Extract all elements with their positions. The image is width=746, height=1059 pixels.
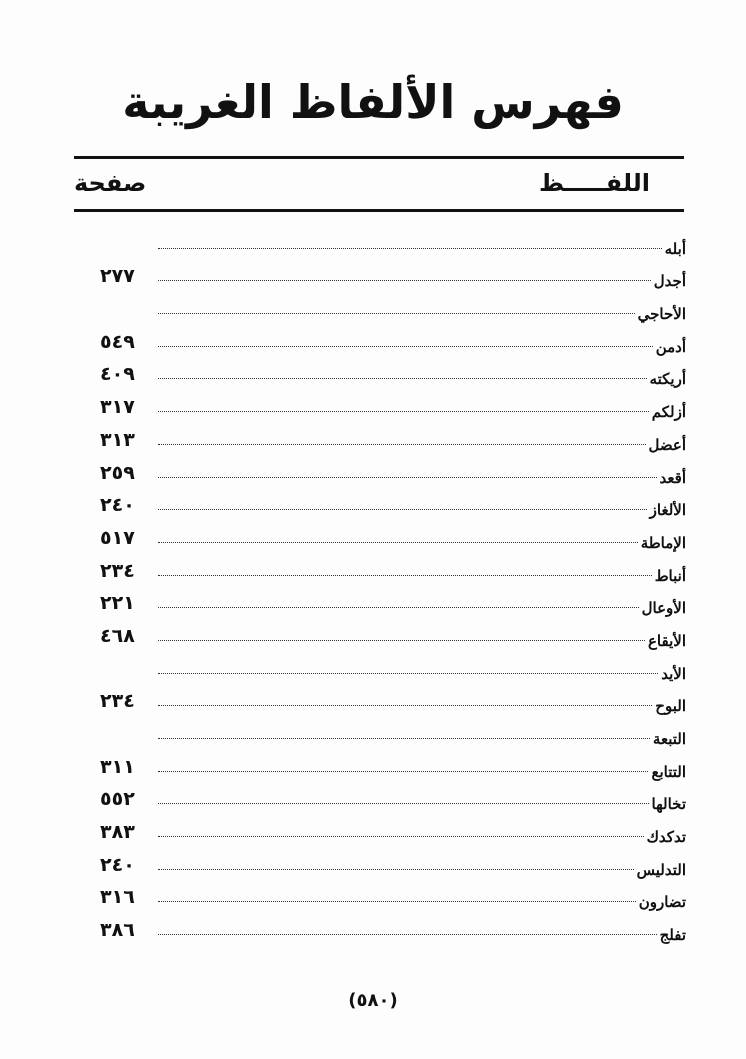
index-entry bbox=[100, 714, 686, 747]
index-entry bbox=[100, 649, 686, 682]
entry-page-number: ٢٣٤ bbox=[100, 559, 135, 582]
entry-page-number: ٤٠٩ bbox=[100, 363, 135, 386]
entry-page-number: ٥١٧ bbox=[100, 526, 135, 549]
dot-leader bbox=[158, 770, 648, 772]
entry-word: تخالها bbox=[651, 795, 686, 814]
index-entry bbox=[100, 780, 686, 813]
entry-page-number: ٣١١ bbox=[100, 755, 135, 778]
entry-page-number: ٢٢١ bbox=[100, 592, 135, 615]
dot-leader bbox=[158, 345, 653, 347]
entry-word: أدمن bbox=[655, 337, 686, 356]
entry-page-number: ٣١٦ bbox=[100, 886, 135, 909]
dot-leader bbox=[158, 476, 657, 478]
index-entry bbox=[100, 845, 686, 878]
dot-leader bbox=[158, 279, 651, 281]
dot-leader bbox=[158, 737, 650, 739]
entry-word: الأوعال bbox=[641, 599, 686, 618]
entry-word: أنباط bbox=[654, 566, 686, 585]
entry-word: البوح bbox=[655, 697, 686, 716]
dot-leader bbox=[158, 802, 649, 804]
dot-leader bbox=[158, 508, 647, 510]
dot-leader bbox=[158, 639, 645, 641]
dot-leader bbox=[158, 312, 635, 314]
index-entry bbox=[100, 257, 686, 290]
entry-word: تضارون bbox=[638, 893, 686, 912]
entry-word: التدليس bbox=[636, 860, 686, 879]
entry-word: الألغاز bbox=[649, 501, 686, 520]
index-entry bbox=[100, 910, 686, 943]
entry-word: التتابع bbox=[651, 762, 686, 781]
index-entry bbox=[100, 616, 686, 649]
dot-leader bbox=[158, 900, 636, 902]
index-entry bbox=[100, 812, 686, 845]
dot-leader bbox=[158, 868, 634, 870]
entry-word: التبعة bbox=[652, 730, 686, 748]
entry-page-number: ٥٤٩ bbox=[100, 330, 135, 353]
index-entries-list bbox=[100, 224, 686, 956]
index-entry bbox=[100, 387, 686, 420]
entry-word: الأيقاع bbox=[647, 631, 686, 650]
entry-page-number: ٢٣٤ bbox=[100, 690, 135, 713]
column-header-word: اللفـــــظ bbox=[538, 169, 650, 197]
index-entry bbox=[100, 551, 686, 584]
dot-leader bbox=[158, 606, 639, 608]
entry-page-number: ٢٤٠ bbox=[100, 494, 135, 517]
entry-word: أبله bbox=[664, 239, 686, 258]
column-header-page: صفحة bbox=[74, 169, 147, 197]
index-entry bbox=[100, 224, 686, 257]
header-top-rule bbox=[74, 156, 684, 159]
page-number-folio: (٥٨٠) bbox=[348, 990, 398, 1011]
entry-page-number: ٢٥٩ bbox=[100, 461, 135, 484]
index-entry bbox=[100, 747, 686, 780]
dot-leader bbox=[158, 377, 647, 379]
index-entry bbox=[100, 322, 686, 355]
dot-leader bbox=[158, 410, 649, 412]
entry-page-number: ٢٤٠ bbox=[100, 853, 135, 876]
entry-word: أعضل bbox=[648, 435, 686, 454]
entry-word: أزلكم bbox=[651, 403, 686, 422]
entry-page-number: ٢٧٧ bbox=[100, 265, 135, 288]
entry-word: الأيد bbox=[661, 664, 686, 683]
entry-word: الإماطة bbox=[640, 533, 686, 552]
entry-word: أقعد bbox=[659, 468, 686, 487]
entry-page-number: ٣١٣ bbox=[100, 428, 135, 451]
page-title: فهرس الألفاظ الغريبة bbox=[122, 75, 624, 129]
dot-leader bbox=[158, 835, 644, 837]
entry-page-number: ٤٦٨ bbox=[100, 624, 135, 647]
entry-word: أجدل bbox=[653, 272, 686, 291]
entry-page-number: ٣٨٦ bbox=[100, 919, 135, 942]
index-entry bbox=[100, 584, 686, 617]
index-entry bbox=[100, 289, 686, 322]
dot-leader bbox=[158, 541, 638, 543]
entry-word: الأحاجي bbox=[637, 305, 686, 324]
dot-leader bbox=[158, 574, 652, 576]
index-entry bbox=[100, 420, 686, 453]
index-entry bbox=[100, 878, 686, 911]
index-entry bbox=[100, 453, 686, 486]
dot-leader bbox=[158, 672, 658, 674]
index-entry bbox=[100, 518, 686, 551]
dot-leader bbox=[158, 247, 662, 249]
entry-page-number: ٣٨٣ bbox=[100, 821, 135, 844]
entry-word: تدكدك bbox=[646, 828, 686, 847]
header-bottom-rule bbox=[74, 209, 684, 212]
dot-leader bbox=[158, 933, 657, 935]
entry-page-number: ٣١٧ bbox=[100, 396, 135, 419]
entry-word: أريكته bbox=[649, 370, 686, 389]
entry-page-number: ٥٥٢ bbox=[100, 788, 135, 811]
index-entry bbox=[100, 486, 686, 519]
dot-leader bbox=[158, 704, 652, 706]
index-entry bbox=[100, 682, 686, 715]
dot-leader bbox=[158, 443, 646, 445]
index-entry bbox=[100, 355, 686, 388]
entry-word: تفلج bbox=[659, 926, 686, 945]
